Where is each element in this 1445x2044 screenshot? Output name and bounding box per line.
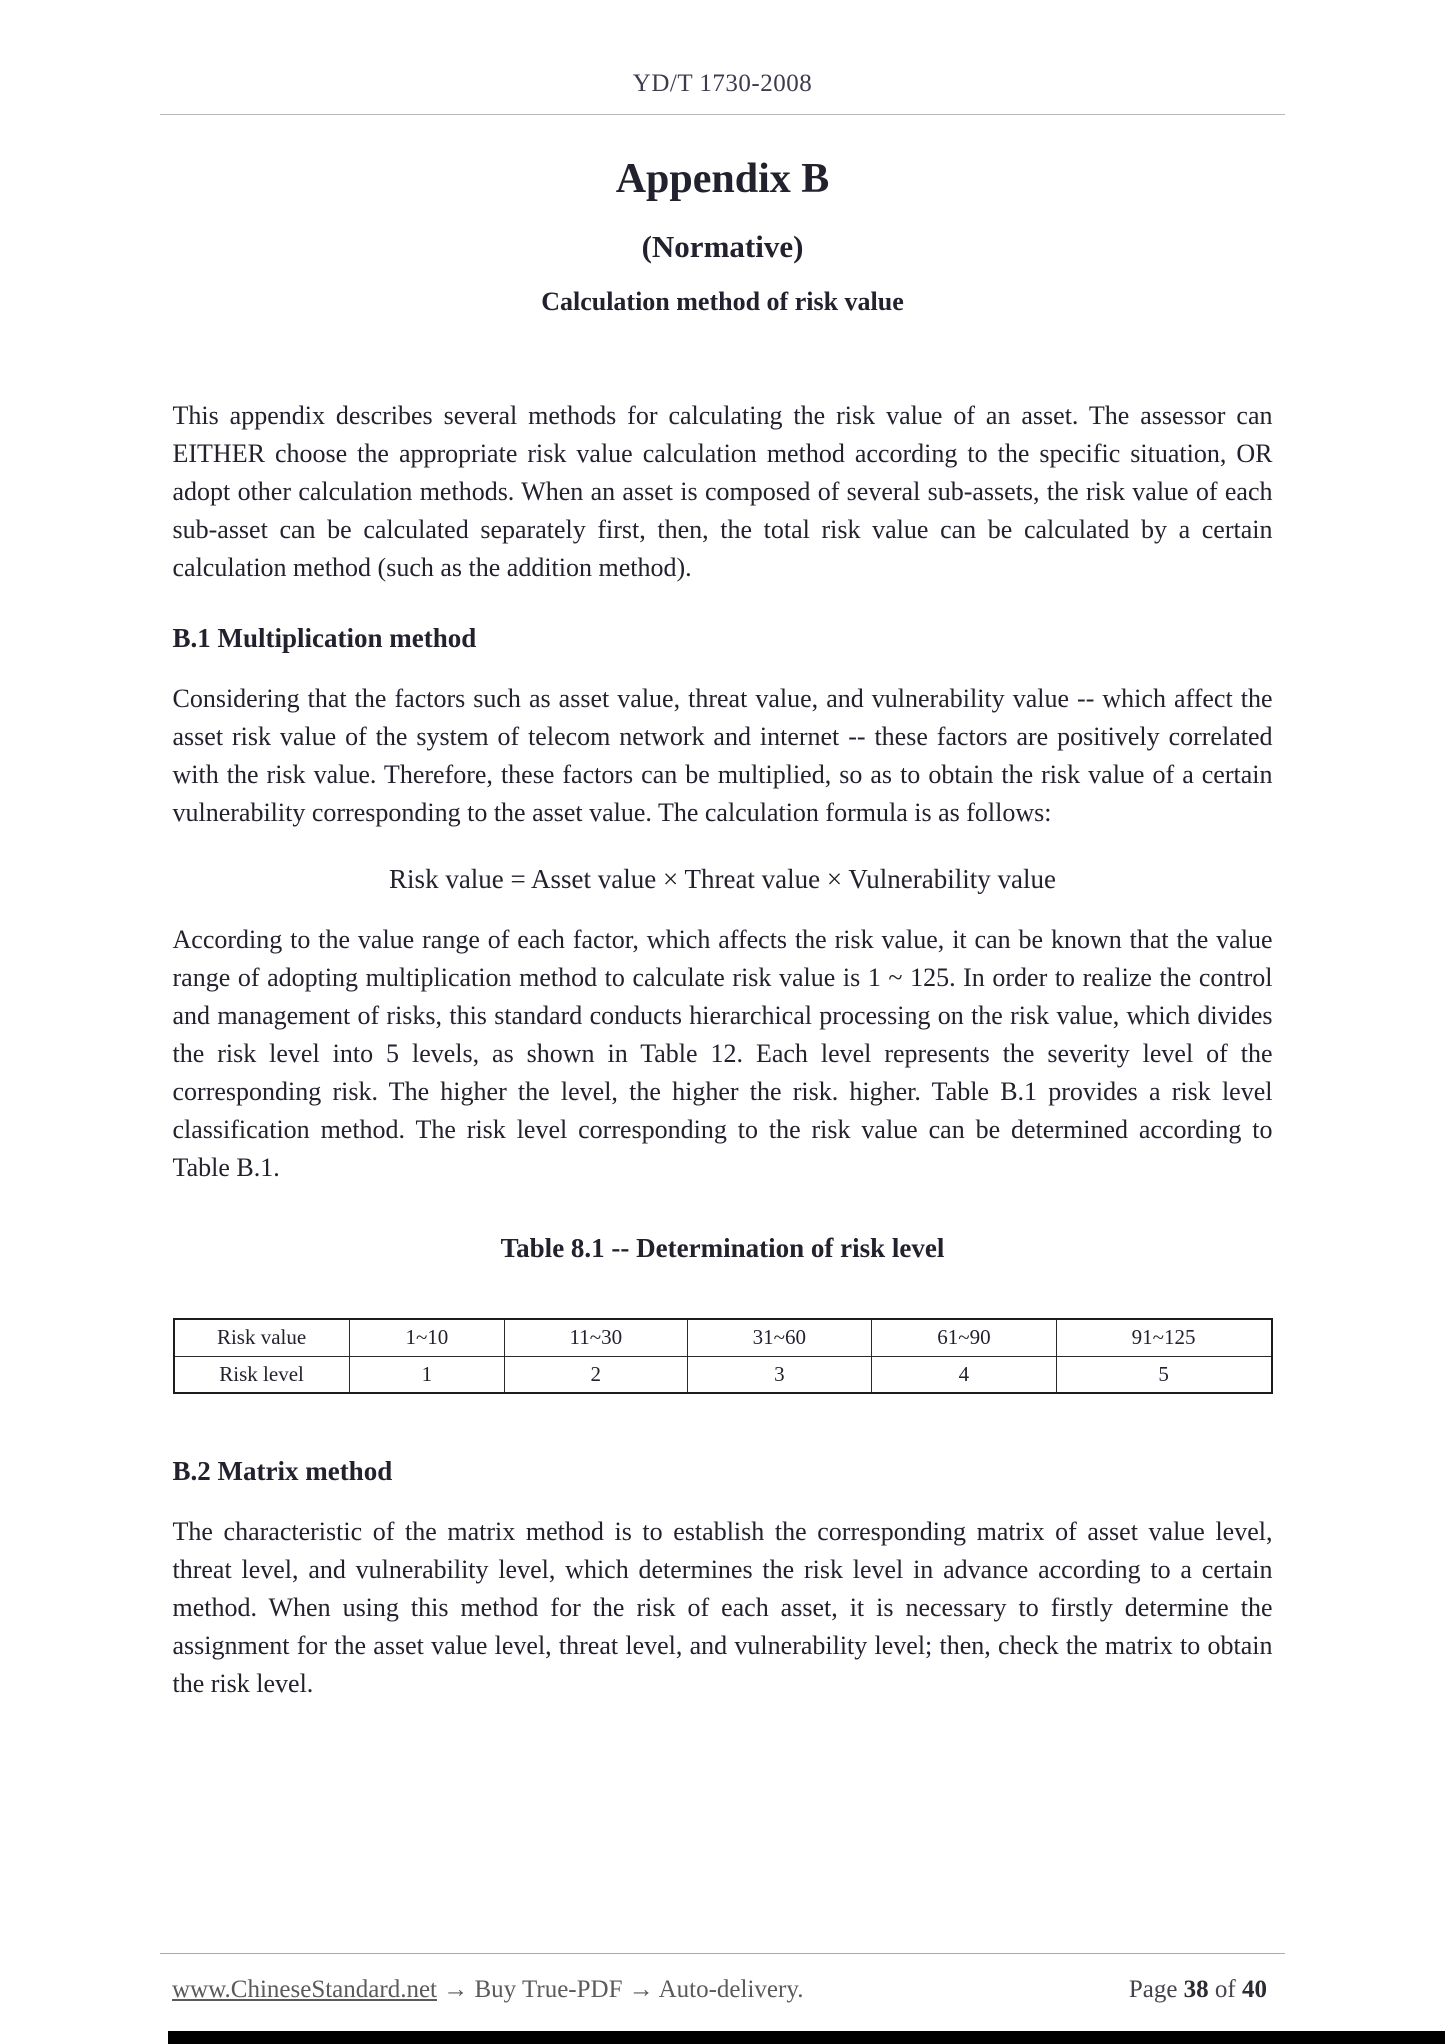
footer-source [172,1976,803,2004]
page-content [173,155,1273,1703]
footer-tagline: → Buy True-PDF → Auto-delivery. [437,1976,804,2003]
table-cell: 91~125 [1056,1319,1271,1356]
page-indicator [1129,1976,1267,2004]
table-cell: 2 [505,1356,687,1393]
footer-divider [160,1953,1285,1954]
header-divider [160,114,1285,115]
table-cell-label: Risk level [174,1356,350,1393]
table-cell: 1 [349,1356,504,1393]
chinesestandard-link[interactable]: www.ChineseStandard.net [172,1976,437,2003]
table-cell: 61~90 [872,1319,1057,1356]
table-cell: 3 [687,1356,872,1393]
section-b2-heading: B.2 Matrix method [172,1456,393,1486]
b1-paragraph-2: According to the value range of each factor, which affects the risk value, it can be known that the value range of adopting multiplication method to calculate risk value is 1 ~ 125. In order to realize the control and management of risks, this standard conducts hierarchical processing on the risk value, which divides the risk level into 5 levels, as shown in Table 12. Each level represents the severity level of the corresponding risk. The higher the level, the higher the risk. higher. Table B.1 provides a risk level classification method. The risk level corresponding to the risk value can be determined according to Table B.1. [172,925,1273,1182]
table-title: Table 8.1 -- Determination of risk level [500,1233,945,1263]
page-label: Page [1128,1976,1178,2003]
table-row-risk-value [174,1319,1272,1356]
page-current: 38 [1183,1976,1209,2003]
appendix-title: Appendix B [615,156,830,202]
page-footer [172,1976,1267,2004]
section-b1-heading: B.1 Multiplication method [172,623,477,653]
page-total: 40 [1242,1976,1267,2003]
b1-paragraph-1: Considering that the factors such as asset value, threat value, and vulnerability value -- which affect the asset risk value of the system of telecom network and internet -- these factors are positively correlated with the risk value. Therefore, these factors can be multiplied, so as to obtain the risk value of a certain vulnerability corresponding to the asset value. The calculation formula is as follows: [172,684,1273,827]
table-cell: 5 [1056,1356,1271,1393]
table-cell: 1~10 [349,1319,504,1356]
of-label: of [1214,1976,1236,2003]
table-cell-label: Risk value [174,1319,350,1356]
appendix-subtitle: (Normative) [641,229,804,264]
appendix-caption: Calculation method of risk value [541,287,904,316]
table-cell: 4 [872,1356,1057,1393]
scan-edge-bar [168,2031,1445,2044]
table-cell: 11~30 [505,1319,687,1356]
intro-paragraph: This appendix describes several methods for calculating the risk value of an asset. The assessor can EITHER choose the appropriate risk value calculation method according to the specific situation, OR adopt other calculation methods. When an asset is composed of several sub-assets, the risk value of each sub-asset can be calculated separately first, then, the total risk value can be calculated by a certain calculation method (such as the addition method). [172,401,1273,582]
risk-formula: Risk value = Asset value × Threat value × Vulnerability value [389,864,1056,894]
table-cell: 31~60 [687,1319,872,1356]
b2-paragraph-1: The characteristic of the matrix method is to establish the corresponding matrix of asset value level, threat level, and vulnerability level, which determines the risk level in advance according to a certain method. When using this method for the risk of each asset, it is necessary to firstly determine the assignment for the asset value level, threat level, and vulnerability level; then, check the matrix to obtain the risk level. [172,1517,1273,1698]
table-row-risk-level [174,1356,1272,1393]
risk-level-table [173,1318,1273,1394]
doc-number: YD/T 1730-2008 [632,70,813,97]
